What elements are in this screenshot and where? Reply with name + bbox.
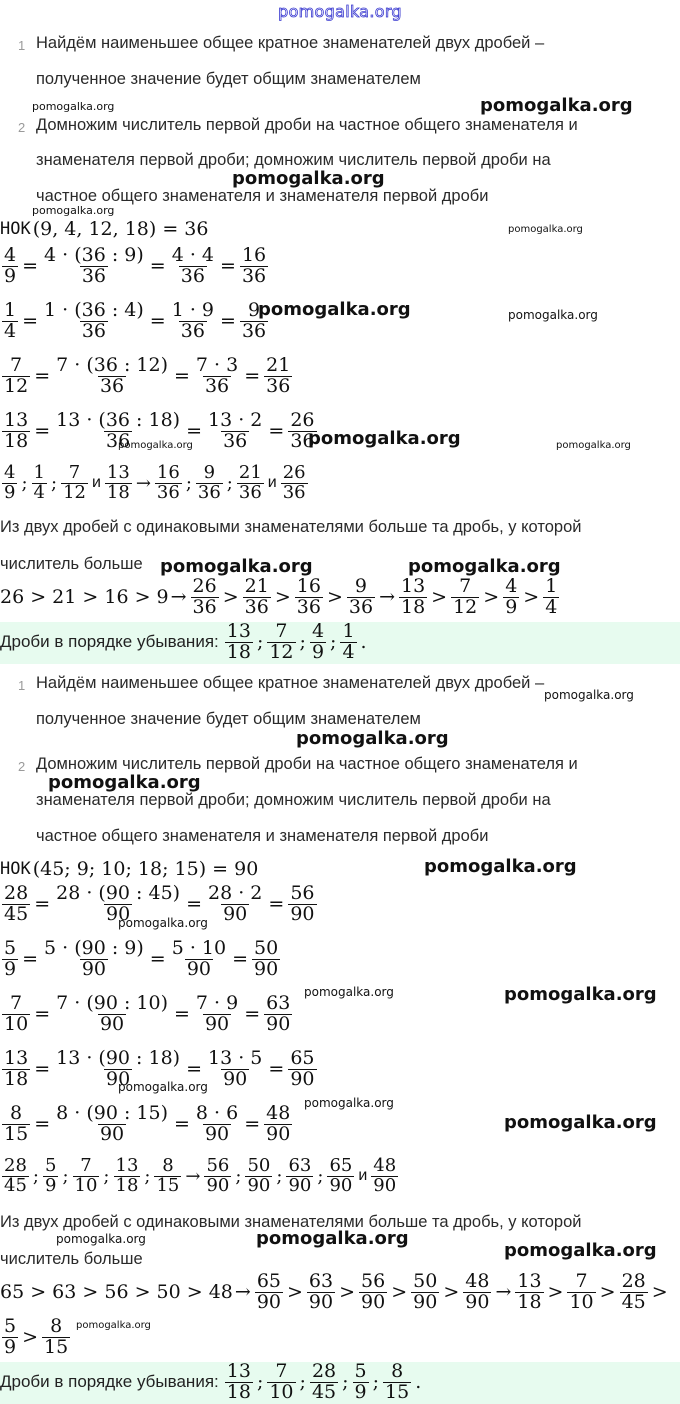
watermark: pomogalka.org	[424, 856, 577, 877]
watermark: pomogalka.org	[508, 308, 598, 322]
step-text: полученное значение будет общим знаменателем	[36, 70, 421, 88]
fraction: $\frac{21}{36}$	[266, 354, 291, 397]
watermark: pomogalka.org	[480, 95, 633, 116]
fraction: $\frac{7 \cdot (36 : 12)}{36}$	[56, 354, 168, 397]
step-number: 2	[18, 120, 26, 135]
watermark: pomogalka.org	[258, 299, 411, 320]
fraction: $\frac{8 \cdot 6}{90}$	[195, 1102, 239, 1145]
rule-text: Из двух дробей с одинаковыми знаменателями больше та дробь, у которой	[0, 518, 582, 536]
rule-text: числитель больше	[0, 555, 143, 573]
step-text: Найдём наименьшее общее кратное знаменателей двух дробей –	[36, 674, 545, 692]
step-text: знаменателя первой дроби; домножим числитель первой дроби на	[36, 791, 551, 809]
watermark: pomogalka.org	[118, 1080, 208, 1094]
step-text: Найдём наименьшее общее кратное знаменателей двух дробей –	[36, 34, 545, 52]
fraction: $\frac{63}{90}$	[266, 992, 291, 1035]
fraction: $\frac{13 \cdot 2}{36}$	[208, 409, 263, 452]
fraction: $\frac{56}{90}$	[290, 882, 315, 925]
watermark: pomogalka.org	[408, 556, 561, 577]
nok-line	[0, 858, 258, 880]
watermark: pomogalka.org	[556, 440, 631, 451]
nok-expression: (45; 9; 10; 18; 15) = 90	[32, 858, 259, 880]
fraction: $\frac{13 \cdot 5}{90}$	[208, 1047, 263, 1090]
fraction: $\frac{48}{90}$	[266, 1102, 291, 1145]
step-number: 1	[18, 678, 26, 693]
watermark: pomogalka.org	[308, 428, 461, 449]
fraction: $\frac{4 \cdot (36 : 9)}{36}$	[44, 244, 144, 287]
nok-label: НОК	[0, 219, 31, 239]
ordering-chain: 26 > 21 > 16 > 9 → 26 36 > 21 36 > 16 36 > 9 36 → 13 18 > 7 12 > 4 9 > 1 4	[0, 577, 558, 618]
watermark: pomogalka.org	[504, 1112, 657, 1133]
fraction: $\frac{1 \cdot (36 : 4)}{36}$	[44, 299, 144, 342]
rule-text: Из двух дробей с одинаковыми знаменателями больше та дробь, у которой	[0, 1213, 582, 1231]
watermark: pomogalka.org	[76, 1320, 151, 1331]
answer-band: Дроби в порядке убывания: 13 18 ; 7 12 ; 4 9 ; 1 4 .	[0, 622, 680, 664]
fraction: $\frac{8}{15}$	[4, 1102, 29, 1145]
fraction: $\frac{28 \cdot (90 : 45)}{90}$	[56, 882, 181, 925]
fraction: $\frac{5 \cdot 10}{90}$	[171, 937, 227, 980]
fraction: $\frac{4 \cdot 4}{36}$	[171, 244, 215, 287]
step-text: полученное значение будет общим знаменателем	[36, 710, 421, 728]
watermark: pomogalka.org	[232, 168, 385, 189]
conversion-row: $\frac{7}{10}$ = $\frac{7 \cdot (90 : 10)}{90}$ = $\frac{7 \cdot 9}{90}$ = $\frac{63}{90}$	[4, 992, 291, 1035]
step-text: частное общего знаменателя и знаменателя первой дроби	[36, 827, 489, 845]
fraction: $\frac{28 \cdot 2}{90}$	[208, 882, 263, 925]
conversion-row: $\frac{28}{45}$ = $\frac{28 \cdot (90 : 45)}{90}$ = $\frac{28 \cdot 2}{90}$ = $\frac{56}{90}$	[4, 882, 315, 925]
ordering-chain: 65 > 63 > 56 > 50 > 48 → 65 90 > 63 90 > 56 90 > 50 90 > 48 90 → 13 18 > 7 10 > 28 45 > 5 9 > 8 15	[0, 1270, 668, 1358]
nok-expression: (9, 4, 12, 18) = 36	[32, 218, 209, 240]
watermark: pomogalka.org	[544, 688, 634, 702]
step-number: 1	[18, 38, 26, 53]
conversion-row: $\frac{13}{18}$ = $\frac{13 \cdot (90 : 18)}{90}$ = $\frac{13 \cdot 5}{90}$ = $\frac{65}{90}$	[4, 1047, 315, 1090]
answer-label: Дроби в порядке убывания:	[0, 632, 219, 652]
fraction: $\frac{5 \cdot (90 : 9)}{90}$	[44, 937, 144, 980]
fraction: $\frac{13 \cdot (36 : 18)}{36}$	[56, 409, 181, 452]
conversion-row: $\frac{1}{4}$ = $\frac{1 \cdot (36 : 4)}{36}$ = $\frac{1 \cdot 9}{36}$ = $\frac{9}{36}$	[4, 299, 267, 342]
fraction: $\frac{5}{9}$	[4, 937, 17, 980]
watermark: pomogalka.org	[48, 772, 201, 793]
fraction: $\frac{9}{36}$	[241, 299, 267, 342]
watermark: pomogalka.org	[304, 1096, 394, 1110]
fraction: $\frac{7 \cdot 3}{36}$	[195, 354, 239, 397]
answer-band: Дроби в порядке убывания: 13 18 ; 7 10 ; 28 45 ; 5 9 ; 8 15 .	[0, 1362, 680, 1404]
step-text: частное общего знаменателя и знаменателя первой дроби	[36, 187, 489, 205]
fraction: $\frac{13}{18}$	[4, 1047, 29, 1090]
fraction: $\frac{65}{90}$	[290, 1047, 315, 1090]
conversion-row: $\frac{8}{15}$ = $\frac{8 \cdot (90 : 15)}{90}$ = $\frac{8 \cdot 6}{90}$ = $\frac{48}{90}$	[4, 1102, 291, 1145]
watermark: pomogalka.org	[160, 556, 313, 577]
nok-line	[0, 218, 209, 240]
watermark: pomogalka.org	[508, 224, 583, 235]
step-number: 2	[18, 759, 26, 774]
fraction: $\frac{16}{36}$	[241, 244, 267, 287]
step-text: Домножим числитель первой дроби на частное общего знаменателя и	[36, 755, 578, 773]
fraction: $\frac{13 \cdot (90 : 18)}{90}$	[56, 1047, 181, 1090]
fraction: $\frac{26}{36}$	[290, 409, 315, 452]
fraction: $\frac{50}{90}$	[254, 937, 279, 980]
conversion-row: $\frac{5}{9}$ = $\frac{5 \cdot (90 : 9)}{90}$ = $\frac{5 \cdot 10}{90}$ = $\frac{50}{90}$	[4, 937, 279, 980]
rule-text: числитель больше	[0, 1250, 143, 1268]
watermark: pomogalka.org	[32, 204, 115, 217]
conversion-row: $\frac{4}{9}$ = $\frac{4 \cdot (36 : 9)}{36}$ = $\frac{4 \cdot 4}{36}$ = $\frac{16}{36}$	[4, 244, 267, 287]
watermark: pomogalka.org	[118, 440, 193, 451]
fraction: $\frac{7}{12}$	[4, 354, 29, 397]
fraction: $\frac{7 \cdot (90 : 10)}{90}$	[56, 992, 168, 1035]
step-text: Домножим числитель первой дроби на частное общего знаменателя и	[36, 116, 578, 134]
fractions-summary: 28 45 ; 5 9 ; 7 10 ; 13 18 ; 8 15 → 56 90 ; 50 90 ; 63 90 ; 65 90 и 48 90	[4, 1157, 397, 1196]
watermark: pomogalka.org	[304, 985, 394, 999]
fraction: $\frac{1}{4}$	[4, 299, 17, 342]
conversion-row: $\frac{13}{18}$ = $\frac{13 \cdot (36 : 18)}{36}$ = $\frac{13 \cdot 2}{36}$ = $\frac{26}{36}$	[4, 409, 315, 452]
fraction: $\frac{8 \cdot (90 : 15)}{90}$	[56, 1102, 168, 1145]
answer-label: Дроби в порядке убывания:	[0, 1372, 219, 1392]
fraction: $\frac{13}{18}$	[4, 409, 29, 452]
fractions-summary: 4 9 ; 1 4 ; 7 12 и 13 18 → 16 36 ; 9 36 ; 21 36 и 26 36	[4, 464, 306, 503]
watermark: pomogalka.org	[504, 984, 657, 1005]
site-logo[interactable]: pomogalka.org	[278, 2, 402, 21]
nok-label: НОК	[0, 859, 31, 879]
step-text: знаменателя первой дроби; домножим числитель первой дроби на	[36, 151, 551, 169]
fraction: $\frac{7 \cdot 9}{90}$	[195, 992, 239, 1035]
watermark: pomogalka.org	[118, 916, 208, 930]
fraction: $\frac{7}{10}$	[4, 992, 29, 1035]
fraction: $\frac{4}{9}$	[4, 244, 17, 287]
conversion-row: $\frac{7}{12}$ = $\frac{7 \cdot (36 : 12)}{36}$ = $\frac{7 \cdot 3}{36}$ = $\frac{21}{36}$	[4, 354, 291, 397]
watermark: pomogalka.org	[56, 1232, 146, 1246]
fraction: $\frac{1 \cdot 9}{36}$	[171, 299, 215, 342]
fraction: $\frac{28}{45}$	[4, 882, 29, 925]
watermark: pomogalka.org	[256, 1228, 409, 1249]
watermark: pomogalka.org	[296, 728, 449, 749]
watermark: pomogalka.org	[32, 100, 115, 113]
watermark: pomogalka.org	[504, 1240, 657, 1261]
